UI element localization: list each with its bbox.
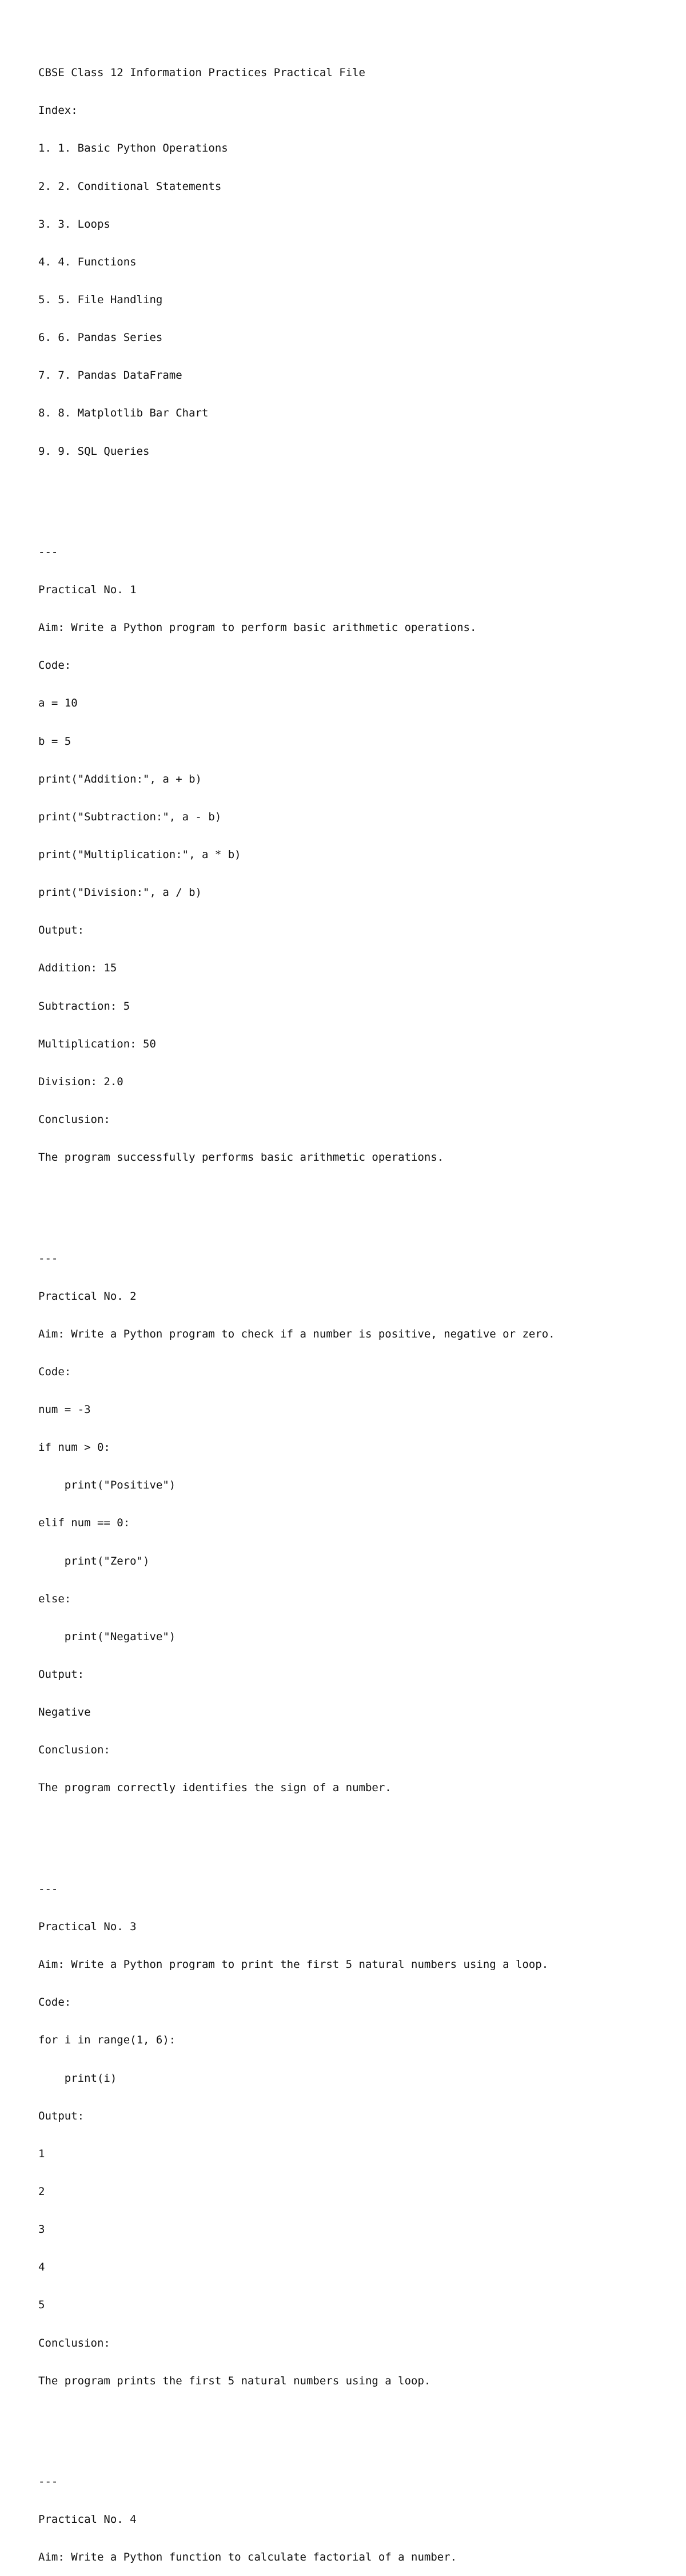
conclusion-label: Conclusion: [38, 1113, 110, 1126]
index-item: 2. 2. Conditional Statements [38, 180, 222, 193]
code-line: b = 5 [38, 735, 71, 748]
index-item: 3. 3. Loops [38, 217, 110, 231]
output-line: Multiplication: 50 [38, 1037, 156, 1050]
index-heading: Index: [38, 104, 78, 117]
conclusion-text: The program correctly identifies the sign of a number. [38, 1781, 392, 1795]
code-line: else: [38, 1592, 71, 1605]
code-line: for i in range(1, 6): [38, 2034, 176, 2047]
output-line: Subtraction: 5 [38, 999, 130, 1013]
practical-aim: Aim: Write a Python program to print the first 5 natural numbers using a loop. [38, 1958, 549, 1971]
output-label: Output: [38, 2109, 85, 2122]
code-line: print("Subtraction:", a - b) [38, 810, 222, 823]
output-label: Output: [38, 924, 85, 937]
code-line: print("Addition:", a + b) [38, 772, 202, 785]
separator: --- [38, 1882, 58, 1895]
document-title: CBSE Class 12 Information Practices Practical File [38, 66, 365, 80]
index-item: 6. 6. Pandas Series [38, 331, 163, 344]
practical-heading: Practical No. 1 [38, 584, 137, 597]
index-item: 4. 4. Functions [38, 255, 137, 268]
separator: --- [38, 545, 58, 558]
blank-line [38, 2412, 656, 2425]
output-line: 2 [38, 2185, 45, 2198]
code-line: print(i) [38, 2071, 117, 2085]
practical-heading: Practical No. 2 [38, 1289, 137, 1303]
code-label: Code: [38, 1365, 71, 1378]
output-line: Division: 2.0 [38, 1075, 123, 1088]
practical-heading: Practical No. 3 [38, 1920, 137, 1933]
practical-aim: Aim: Write a Python program to perform basic arithmetic operations. [38, 621, 477, 634]
document-page [38, 41, 656, 2576]
output-line: Negative [38, 1706, 91, 1719]
output-label: Output: [38, 1668, 85, 1681]
output-line: 3 [38, 2223, 45, 2236]
code-line: print("Division:", a / b) [38, 886, 202, 899]
conclusion-label: Conclusion: [38, 1744, 110, 1757]
code-label: Code: [38, 1996, 71, 2009]
output-line: 4 [38, 2261, 45, 2274]
conclusion-label: Conclusion: [38, 2336, 110, 2349]
practical-heading: Practical No. 4 [38, 2513, 137, 2526]
code-line: print("Zero") [38, 1554, 150, 1567]
separator: --- [38, 1252, 58, 1265]
code-line: print("Negative") [38, 1630, 176, 1643]
blank-line [38, 1189, 656, 1201]
practical-aim: Aim: Write a Python program to check if a number is positive, negative or zero. [38, 1327, 555, 1340]
output-line: Addition: 15 [38, 962, 117, 975]
blank-line [38, 483, 656, 495]
index-item: 1. 1. Basic Python Operations [38, 142, 228, 155]
code-label: Code: [38, 659, 71, 672]
index-item: 8. 8. Matplotlib Bar Chart [38, 407, 209, 420]
output-line: 5 [38, 2299, 45, 2312]
code-line: print("Positive") [38, 1479, 176, 1492]
separator: --- [38, 2475, 58, 2488]
index-item: 5. 5. File Handling [38, 293, 163, 306]
conclusion-text: The program successfully performs basic arithmetic operations. [38, 1151, 444, 1164]
practical-aim: Aim: Write a Python function to calculate factorial of a number. [38, 2551, 457, 2564]
code-line: elif num == 0: [38, 1517, 130, 1530]
index-item: 7. 7. Pandas DataFrame [38, 369, 182, 382]
code-line: num = -3 [38, 1403, 91, 1416]
output-line: 1 [38, 2147, 45, 2160]
index-item: 9. 9. SQL Queries [38, 444, 150, 458]
code-line: if num > 0: [38, 1441, 110, 1454]
conclusion-text: The program prints the first 5 natural numbers using a loop. [38, 2374, 431, 2387]
code-line: a = 10 [38, 697, 78, 710]
blank-line [38, 1820, 656, 1832]
code-line: print("Multiplication:", a * b) [38, 848, 241, 861]
